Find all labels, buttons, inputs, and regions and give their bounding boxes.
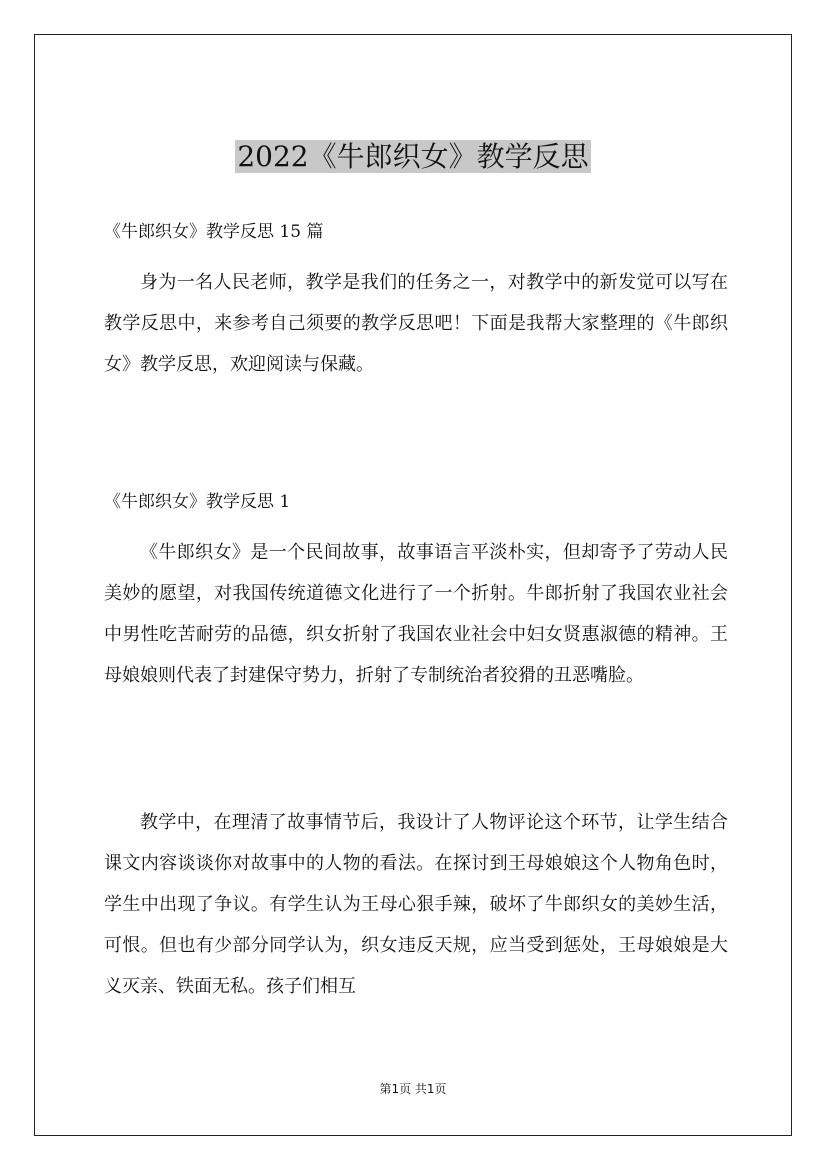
document-page: [34, 34, 792, 1136]
document-subtitle: 《牛郎织女》教学反思 15 篇: [104, 222, 324, 242]
section1-paragraph-2: 教学中，在理清了故事情节后，我设计了人物评论这个环节，让学生结合课文内容谈谈你对故事中的人物的看法。在探讨到王母娘娘这个人物角色时，学生中出现了争议。有学生认为王母心狠手辣，破坏了牛郎织女的美妙生活，可恨。但也有少部分同学认为，织女违反天规，应当受到惩处，王母娘娘是大义灭亲、铁面无私。孩子们相互: [104, 812, 728, 997]
document-title: [35, 135, 791, 175]
section1-paragraph-1: 《牛郎织女》是一个民间故事，故事语言平淡朴实，但却寄予了劳动人民美妙的愿望，对我国传统道德文化进行了一个折射。牛郎折射了我国农业社会中男性吃苦耐劳的品德，织女折射了我国农业社会中妇女贤惠淑德的精神。王母娘娘则代表了封建保守势力，折射了专制统治者狡猾的丑恶嘴脸。: [104, 542, 728, 686]
document-title-text: 2022《牛郎织女》教学反思: [237, 140, 589, 173]
intro-paragraph: 身为一名人民老师，教学是我们的任务之一，对教学中的新发觉可以写在教学反思中，来参考自己须要的教学反思吧！下面是我帮大家整理的《牛郎织女》教学反思，欢迎阅读与保藏。: [104, 272, 728, 375]
page-footer: 第1页 共1页: [379, 1082, 447, 1096]
section-heading-1: 《牛郎织女》教学反思 1: [104, 492, 291, 512]
